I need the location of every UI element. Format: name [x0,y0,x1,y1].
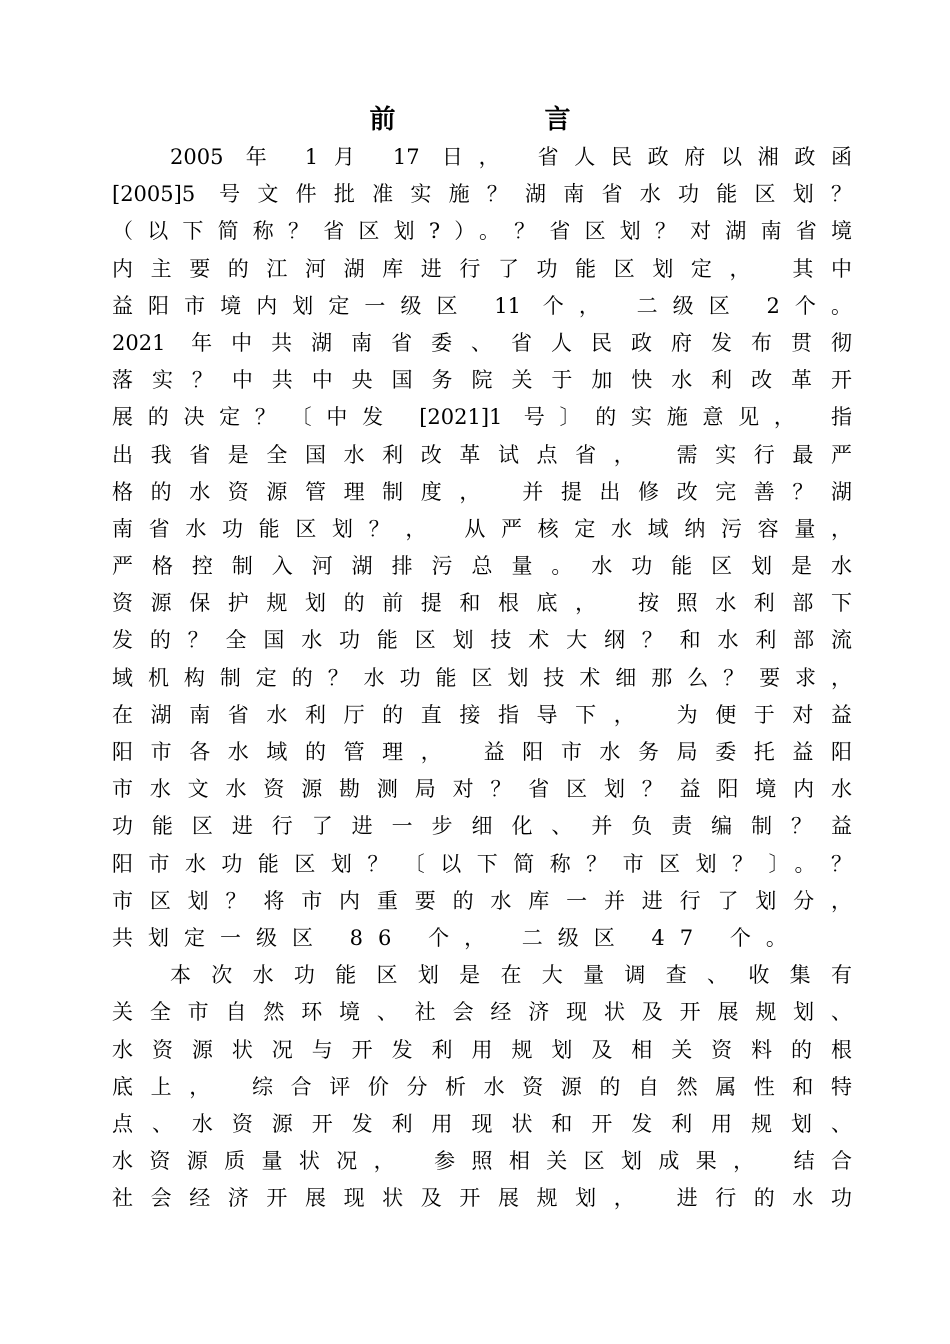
text-line: 共划定一级区 86 个， 二级区 47 个。 [112,925,802,950]
text-line: 2005 年 1月 17 日， 省人民政府以湘政函 [170,145,852,169]
text-line: [2005]5 号文件批准实施？湖南省水功能区划？ [112,182,852,207]
text-line: 落实？中共中央国务院关于加快水利改革开 [112,368,852,393]
text-line: 严格控制入河湖排污总量。水功能区划是水 [112,554,852,579]
document-title: 前 言 [369,105,641,135]
text-line: 展的决定？〔中发 [2021]1 号〕的实施意见， 指 [112,405,852,430]
text-line: 水资源质量状况， 参照相关区划成果， 结合 [112,1149,852,1174]
text-line: 关全市自然环境、社会经济现状及开展规划、 [112,1000,852,1025]
text-line: 域机构制定的？水功能区划技术细那么？要求， [112,665,852,690]
text-line: 市区划？将市内重要的水库一并进行了划分， [112,888,852,913]
text-line: 点、水资源开发利用现状和开发利用规划、 [112,1111,852,1136]
text-line: 南省水功能区划？， 从严核定水域纳污容量， [112,516,852,541]
text-line: 功能区进行了进一步细化、并负责编制？益 [112,814,852,839]
text-line: 阳市各水域的管理， 益阳市水务局委托益阳 [112,740,852,764]
text-line: 2021 年中共湖南省委、省人民政府发布贯彻 [112,330,852,355]
text-line: 社会经济开展现状及开展规划， 进行的水功 [112,1186,852,1211]
text-line: 在湖南省水利厅的直接指导下， 为便于对益 [112,702,852,727]
text-line: 益阳市境内划定一级区 11 个， 二级区 2个。 [112,293,852,318]
text-line: 内主要的江河湖库进行了功能区划定， 其中 [112,256,852,281]
text-line: 出我省是全国水利改革试点省， 需实行最严 [112,442,852,467]
text-line: 发的？全国水功能区划技术大纲？和水利部流 [112,628,852,653]
text-line: 阳市水功能区划？〔以下简称？市区划？〕。？ [112,851,852,876]
document-body [112,139,852,1217]
text-line: 本次水功能区划是在大量调查、收集有 [170,963,852,988]
text-line: 格的水资源管理制度， 并提出修改完善？湖 [112,479,852,504]
text-line: 资源保护规划的前提和根底， 按照水利部下 [112,591,852,616]
text-line: 市水文水资源勘测局对？省区划？益阳境内水 [112,777,852,802]
text-line: 水资源状况与开发利用规划及相关资料的根 [112,1037,852,1062]
text-line: 底上， 综合评价分析水资源的自然属性和特 [112,1074,852,1099]
text-line: （以下简称？省区划?）。？省区划？对湖南省境 [112,219,852,244]
